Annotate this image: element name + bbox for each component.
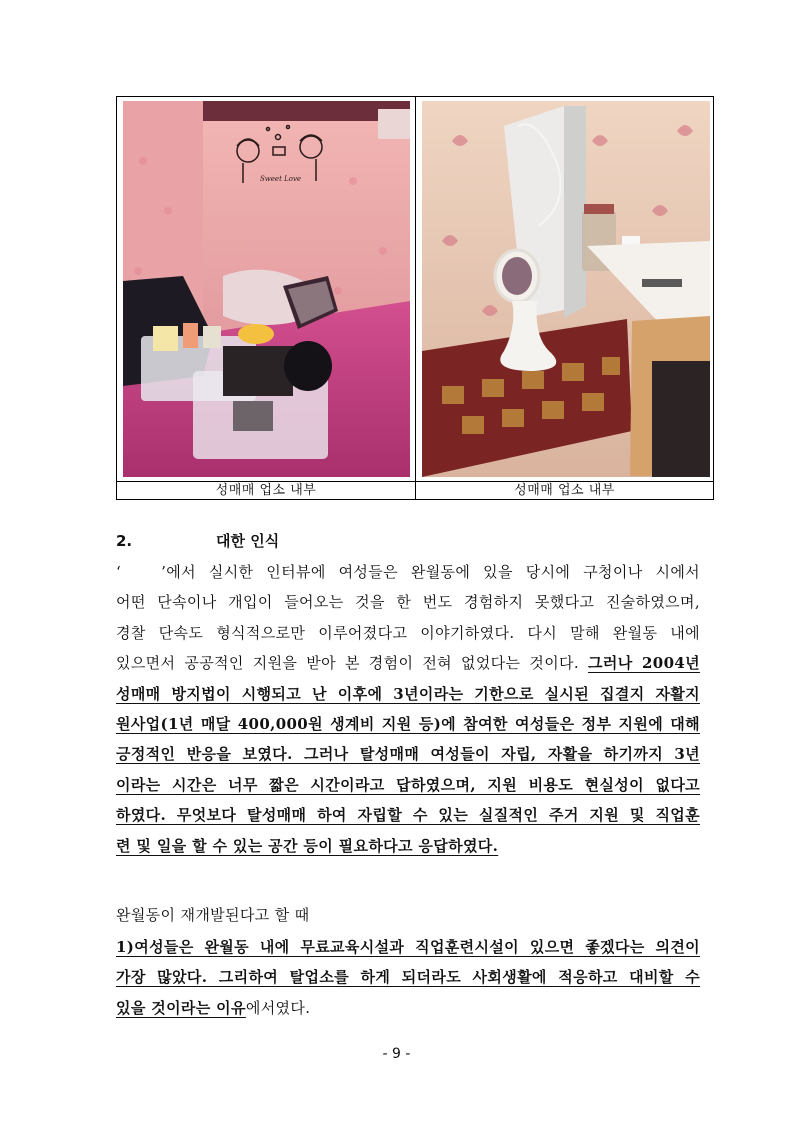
emphasis-text: 있을 것이라는 이유 [116,998,246,1017]
emphasis-text: 련 및 일을 할 수 있는 공간 등이 필요하다고 응답하였다. [116,836,499,855]
emphasis-line: 이라는 시간은 너무 짧은 시간이라고 답하였으며, 지원 비용도 현실성이 없다고 [116,775,700,794]
page-number: - 9 - [382,1046,411,1062]
paragraph-line: 있으면서 공공적인 지원을 받아 본 경험이 전혀 없었다는 것이다. 그러나 2004년 [116,654,700,673]
bedroom-photo [123,101,410,477]
quote-close: ’ [161,563,167,581]
paragraph-line: 경찰 단속도 형식적으로만 이루어졌다고 이야기하였다. 다시 말해 완월동 내에 [116,623,700,642]
section-heading [116,530,279,551]
emphasis-line: 긍정적인 반응을 보였다. 그러나 탈성매매 여성들이 자립, 자활을 하기까지 3년 [116,745,700,764]
paragraph-line: 어떤 단속이나 개입이 들어오는 것을 한 번도 경험하지 못했다고 진술하였으며, [116,593,700,612]
photo-caption: 성매매 업소 내부 [514,483,615,498]
opinion-paragraph [116,932,700,1023]
paragraph-line [116,831,700,861]
section-number: 2. [116,532,133,550]
emphasis-line: 가장 많았다. 그리하여 탈업소를 하게 되더라도 사회생활에 적응하고 대비할 수 [116,968,700,987]
emphasis-line: 하였다. 무엇보다 탈성매매 하여 자립할 수 있는 실질적인 주거 지원 및 직업훈 [116,806,700,825]
paragraph-line: 완월동이 재개발된다고 할 때 [116,906,310,924]
desk-photo [422,101,710,477]
table-divider [415,97,416,499]
quote-open: ‘ [116,563,122,581]
wall-sticker-text: Sweet Love [260,175,302,183]
photo-caption: 성매매 업소 내부 [215,483,317,498]
section-title: 대한 인식 [216,532,280,550]
emphasis-line: 성매매 방지법이 시행되고 난 이후에 3년이라는 기한으로 실시된 집결지 자활지 [116,684,700,703]
photo-table [116,96,714,500]
redevelopment-intro [116,900,700,930]
paragraph-line: ‘ ’에서 실시한 인터뷰에 여성들은 완월동에 있을 당시에 구청이나 시에서 [116,563,700,581]
paragraph-line: 있을 것이라는 이유에서였다. [116,998,311,1017]
interview-paragraph [116,557,700,861]
emphasis-line: 원사업(1년 매달 400,000원 생계비 지원 등)에 참여한 여성들은 정부 지원에 대해 [116,714,700,733]
emphasis-text: 그러나 2004년 [588,654,700,673]
emphasis-line: 1)여성들은 완월동 내에 무료교육시설과 직업훈련시설이 있으면 좋겠다는 의견이 [116,938,700,956]
